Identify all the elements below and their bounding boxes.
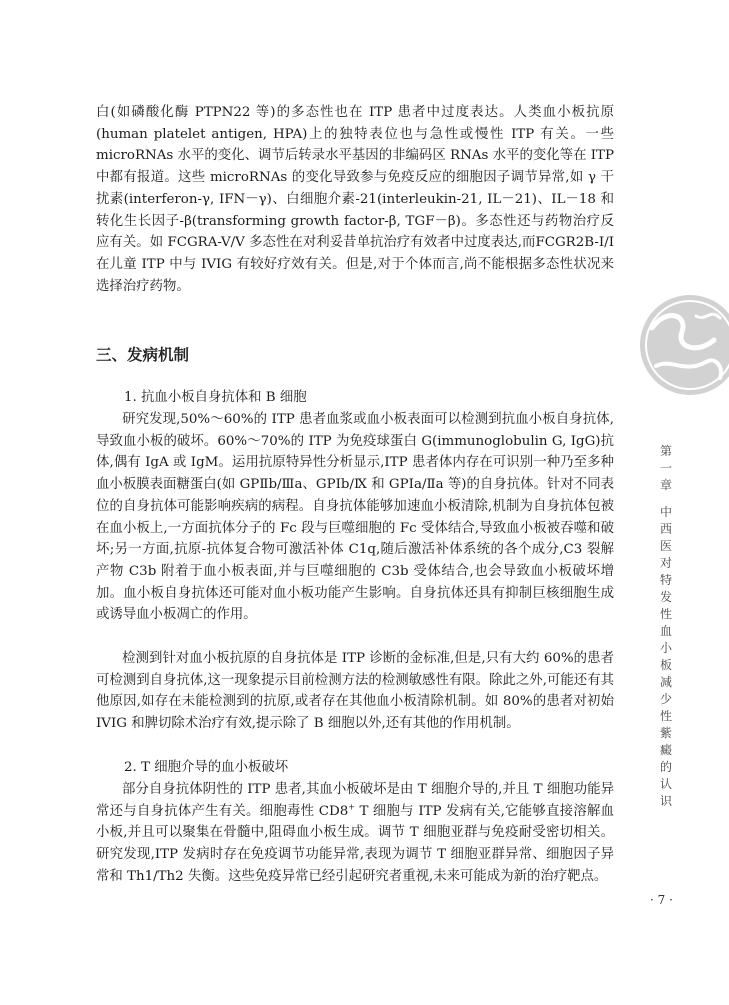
- subheading-antibody: 1. 抗血小板自身抗体和 B 细胞: [124, 390, 307, 405]
- chapter-number: 第一章: [659, 444, 672, 492]
- paragraph-detection-text: 检测到针对血小板抗原的自身抗体是 ITP 诊断的金标准,但是,只有大约 60%的患者可检测到自身抗体,这一现象提示目前检测方法的检测敏感性有限。除此之外,可能还有其他原因,如存在未能检测到的抗原,或者存在其他血小板清除机制。如 80%的患者对初始 IVIG 和脾切除术治疗有效,提示除了 B 细胞以外,还有其他的作用机制。: [96, 651, 614, 732]
- section-heading: 三、发病机制: [96, 346, 190, 364]
- paragraph-intro: 白(如磷酸化酶 PTPN22 等)的多态性也在 ITP 患者中过度表达。人类血小板抗原(human platelet antigen, HPA)上的独特表位也与急性或慢性 ITP 有关。一些 microRNAs 水平的变化、调节后转录水平基因的非编码区 RNAs 水平的变化等在 ITP 中都有报道。这些 microRNAs 的变化导致参与免疫反应的细胞因子调节异常,如 γ 干扰素(interferon-γ, IFN－γ)、白细胞介素-21(interleukin-21, IL－21)、IL－18 和转化生长因子-β(transforming growth factor-β, TGF－β)。多态性还与药物治疗反应有关。如 FCGRA-V/V 多态性在对利妥昔单抗治疗有效者中过度表达,而FCGR2B-I/I 在儿童 ITP 中与 IVIG 有较好疗效有关。但是,对于个体而言,尚不能根据多态性状况来选择治疗药物。: [96, 105, 614, 294]
- paragraph-tcell-text-1: 部分自身抗体阴性的 ITP 患者,其血小板破坏是由 T 细胞介导的,并且 T 细胞功能异常还与自身抗体产生有关。细胞毒性 CD8: [96, 782, 614, 819]
- superscript-plus: +: [348, 802, 355, 812]
- chapter-title: 中西医对特发性血小板减少性紫癜的认识: [659, 505, 672, 808]
- paragraph-antibody: [96, 409, 614, 626]
- paragraph-detection: [96, 648, 614, 735]
- paragraph-tcell-text-2: T 细胞与 ITP 发病有关,它能够直接溶解血小板,并且可以聚集在骨髓中,阻碍血小板生成。调节 T 细胞亚群与免疫耐受密切相关。研究发现,ITP 发病时存在免疫调节功能异常,表现为调节 T 细胞亚群异常、细胞因子异常和 Th1/Th2 失衡。这些免疫异常已经引起研究者重视,未来可能成为新的治疗靶点。: [96, 803, 614, 884]
- subheading-tcell: 2. T 细胞介导的血小板破坏: [124, 760, 289, 775]
- paragraph-antibody-text: 研究发现,50%～60%的 ITP 患者血浆或血小板表面可以检测到抗血小板自身抗体,导致血小板的破坏。60%～70%的 ITP 为免疫球蛋白 G(immunoglobulin G, IgG)抗体,偶有 IgA 或 IgM。运用抗原特异性分析显示,ITP 患者体内存在可识别一种乃至多种血小板膜表面糖蛋白(如 GPⅡb/Ⅲa、GPⅠb/Ⅸ 和 GPⅠa/Ⅱa 等)的自身抗体。针对不同表位的自身抗体可能影响疾病的病程。自身抗体能够加速血小板清除,机制为自身抗体包被在血小板上,一方面抗体分子的 Fc 段与巨噬细胞的 Fc 受体结合,导致血小板被吞噬和破坏;另一方面,抗原-抗体复合物可激活补体 C1q,随后激活补体系统的各个成分,C3 裂解产物 C3b 附着于血小板表面,并与巨噬细胞的 C3b 受体结合,也会导致血小板破坏增加。血小板自身抗体还可能对血小板功能产生影响。自身抗体还具有抑制巨核细胞生成或诱导血小板凋亡的作用。: [96, 412, 614, 623]
- paragraph-tcell: [96, 779, 614, 888]
- decorative-seal-icon: [636, 288, 729, 403]
- chapter-side-label: [656, 443, 676, 810]
- page-number: · 7 ·: [650, 893, 673, 907]
